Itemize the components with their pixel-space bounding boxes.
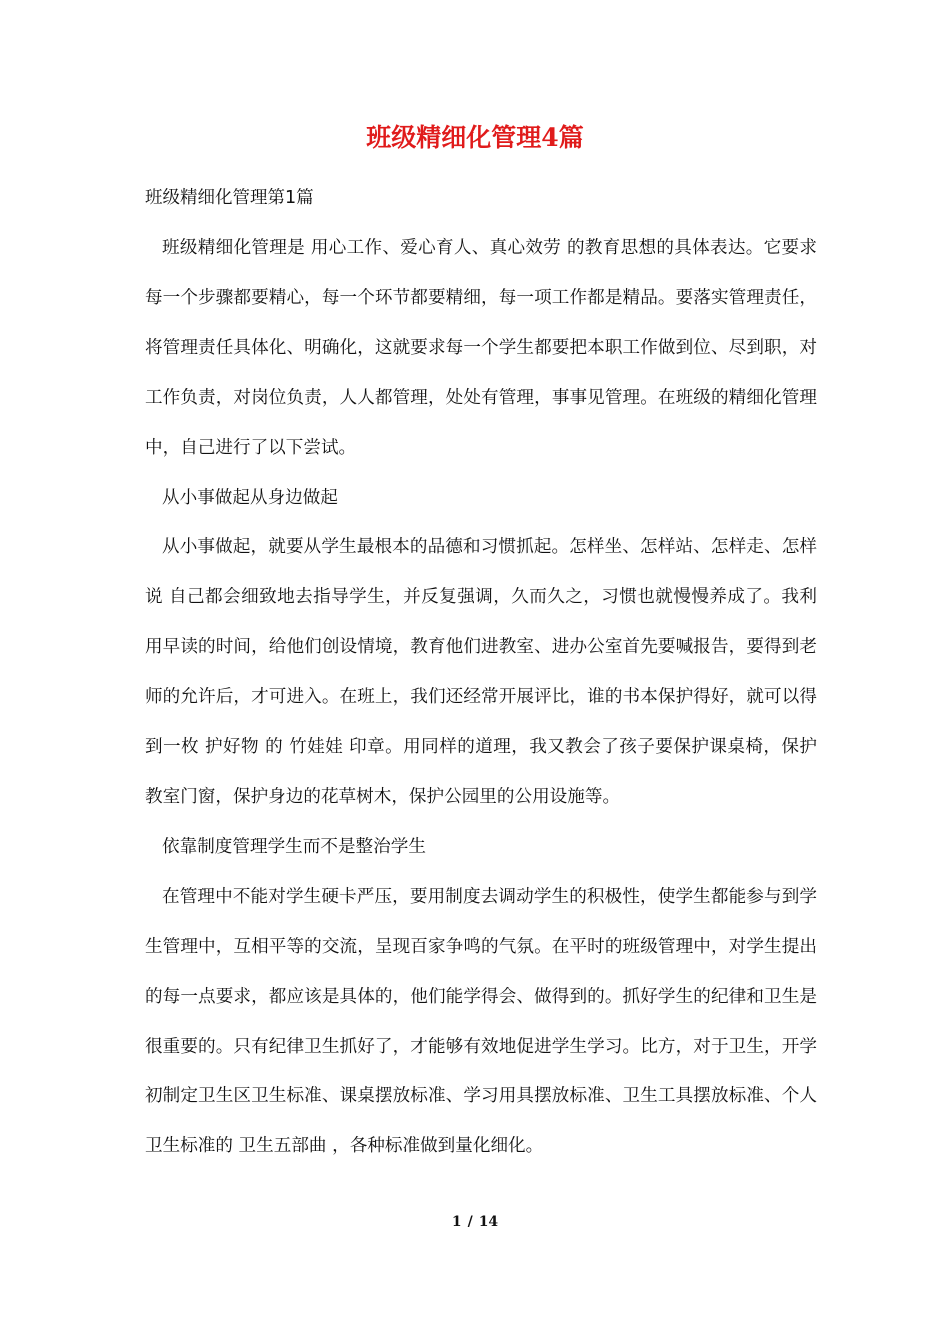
- page-number: [0, 1212, 950, 1232]
- paragraph-intro: 班级精细化管理是 用心工作、爱心育人、真心效劳 的教育思想的具体表达。它要求每一个步骤都要精心，每一个环节都要精细，每一项工作都是精品。要落实管理责任，将管理责任具体化、明确化，这就要求每一个学生都要把本职工作做到位、尽到职，对工作负责，对岗位负责，人人都管理，处处有管理，事事见管理。在班级的精细化管理中，自己进行了以下尝试。: [145, 238, 817, 458]
- subheading-small-things: 从小事做起从身边做起: [162, 487, 338, 508]
- page-separator: /: [467, 1214, 473, 1230]
- total-page-count: 14: [478, 1214, 499, 1230]
- subheading-rules: 依靠制度管理学生而不是整治学生: [162, 836, 426, 857]
- paragraph-small-things: 从小事做起，就要从学生最根本的品德和习惯抓起。怎样坐、怎样站、怎样走、怎样说 自己都会细致地去指导学生，并反复强调，久而久之，习惯也就慢慢养成了。我利用早读的时间，给他们创设情境，教育他们进教室、进办公室首先要喊报告，要得到老师的允许后，才可进入。在班上，我们还经常开展评比，谁的书本保护得好，就可以得到一枚 护好物 的 竹娃娃 印章。用同样的道理，我又教会了孩子要保护课桌椅，保护教室门窗，保护身边的花草树木，保护公园里的公用设施等。: [145, 537, 817, 807]
- current-page-number: 1: [451, 1214, 462, 1230]
- document-body: [145, 224, 817, 1172]
- document-title: 班级精细化管理4篇: [366, 123, 584, 152]
- section-heading: 班级精细化管理第1篇: [145, 188, 314, 208]
- paragraph-rules: 在管理中不能对学生硬卡严压，要用制度去调动学生的积极性，使学生都能参与到学生管理中，互相平等的交流，呈现百家争鸣的气氛。在平时的班级管理中，对学生提出的每一点要求，都应该是具体的，他们能学得会、做得到的。抓好学生的纪律和卫生是很重要的。只有纪律卫生抓好了，才能够有效地促进学生学习。比方，对于卫生，开学初制定卫生区卫生标准、课桌摆放标准、学习用具摆放标准、卫生工具摆放标准、个人卫生标准的 卫生五部曲 ，各种标准做到量化细化。: [145, 886, 817, 1157]
